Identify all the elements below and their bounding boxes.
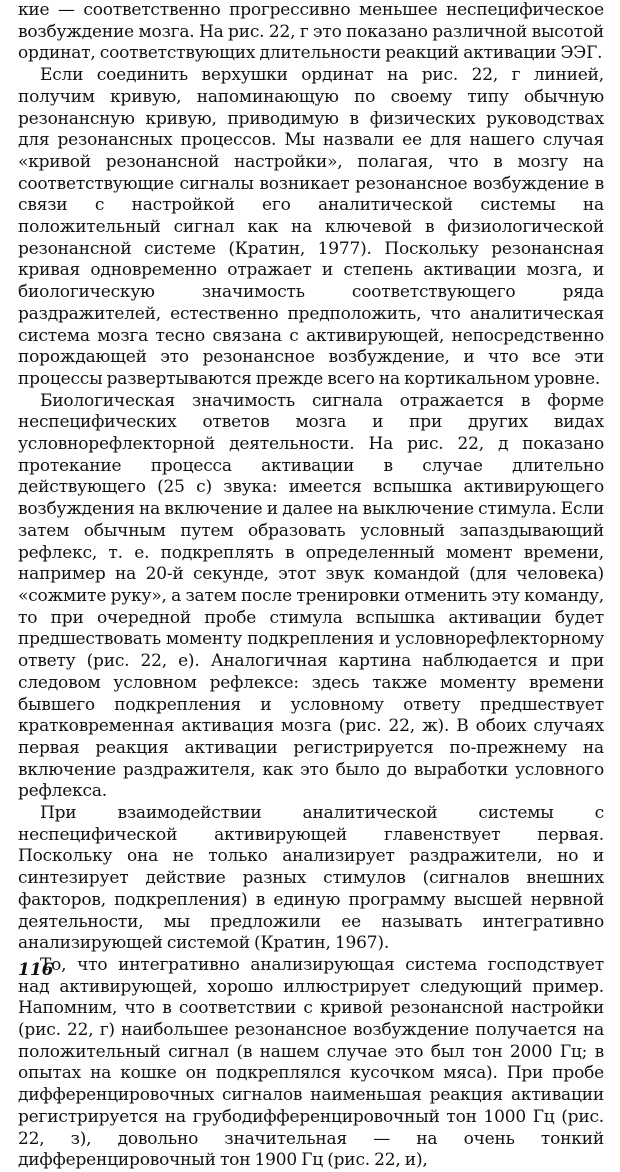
paragraph-5: То, что интегративно анализирующая система господствует над активирующей, хорошо иллюстрирует следующий пример. Напомним, что в соответствии с кривой резонансной настройки (рис. 22, г) наибольшее резонансное возбуждение получается на положительный сигнал (в нашем случае это был тон 2000 Гц; в опытах на кошке он подкреплялся кусочком мяса). При пробе дифференцировочных сигналов наименьшая реакция активации регистрируется на грубодифференцировочный тон 1000 Гц (рис. 22, з), довольно значительная — на очень тонкий дифференцировочный тон 1900 Гц (рис. 22, и), <box>18 954 604 1171</box>
page-text <box>18 0 604 1172</box>
paragraph-1: кие — соответственно прогрессивно меньшее неспецифическое возбуждение мозга. На рис. 22, г это показано различной высотой ординат, соответствующих длительности реакций активации ЭЭГ. <box>18 0 604 64</box>
paragraph-4: При взаимодействии аналитической системы с неспецифической активирующей главенствует первая. Поскольку она не только анализирует раздражители, но и синтезирует действие разных стимулов (сигналов внешних факторов, подкрепления) в единую программу высшей нервной деятельности, мы предложили ее называть интегративно анализирующей системой (Кратин, 1967). <box>18 803 604 954</box>
paragraph-2: Если соединить верхушки ординат на рис. 22, г линией, получим кривую, напоминающую по своему типу обычную резонансную кривую, приводимую в физических руководствах для резонансных процессов. Мы назвали ее для нашего случая «кривой резонансной настройки», полагая, что в мозгу на соответствующие сигналы возникает резонансное возбуждение в связи с настройкой его аналитической системы на положительный сигнал как на ключевой в физиологической резонансной системе (Кратин, 1977). Поскольку резонансная кривая одновременно отражает и степень активации мозга, и биологическую значимость соответствующего ряда раздражителей, естественно предположить, что аналитическая система мозга тесно связана с активирующей, непосредственно порождающей это резонансное возбуждение, и что все эти процессы развертываются прежде всего на кортикальном уровне. <box>18 65 604 389</box>
page-number: 116 <box>18 960 54 980</box>
paragraph-3: Биологическая значимость сигнала отражается в форме неспецифических ответов мозга и при других видах условнорефлекторной деятельности. На рис. 22, д показано протекание процесса активации в случае длительно действующего (25 с) звука: имеется вспышка активирующего возбуждения на включение и далее на выключение стимула. Если затем обычным путем образовать условный запаздывающий рефлекс, т. е. подкреплять в определенный момент времени, например на 20-й секунде, этот звук командой (для человека) «сожмите руку», а затем после тренировки отменить эту команду, то при очередной пробе стимула вспышка активации будет предшествовать моменту подкрепления и условнорефлекторному ответу (рис. 22, е). Аналогичная картина наблюдается и при следовом условном рефлексе: здесь также моменту времени бывшего подкрепления и условному ответу предшествует кратковременная активация мозга (рис. 22, ж). В обоих случаях первая реакция активации регистрируется по-прежнему на включение раздражителя, как это было до выработки условного рефлекса. <box>18 390 604 802</box>
